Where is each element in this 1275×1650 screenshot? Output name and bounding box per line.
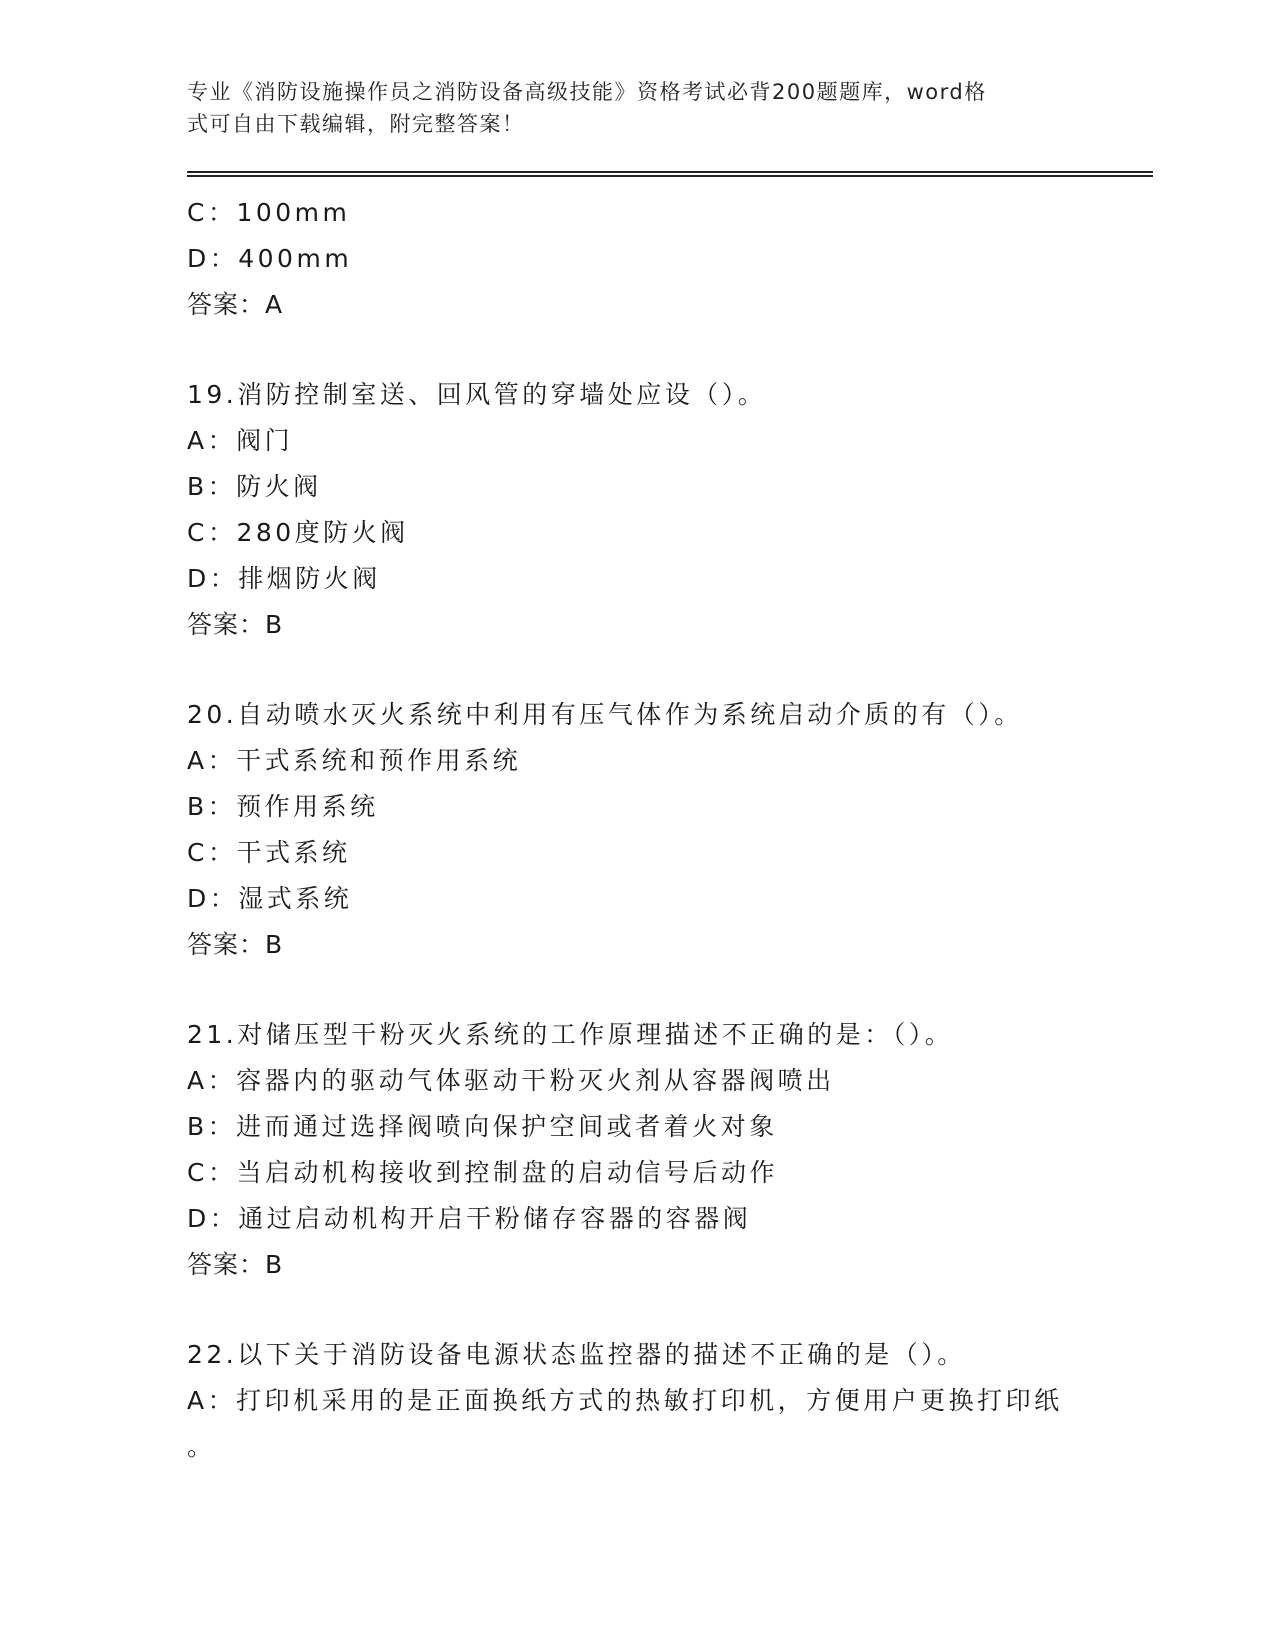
option-a-continuation: 。 bbox=[187, 1432, 216, 1461]
header-title-line-2: 式可自由下载编辑，附完整答案！ bbox=[187, 112, 525, 136]
option-d: D：湿式系统 bbox=[187, 884, 353, 913]
header-title-line-1: 专业《消防设施操作员之消防设备高级技能》资格考试必背200题题库，word格 bbox=[187, 80, 987, 104]
header-divider-bottom bbox=[187, 175, 1153, 177]
question-text: 21.对储压型干粉灭火系统的工作原理描述不正确的是：（）。 bbox=[187, 1020, 954, 1049]
option-a: A：阀门 bbox=[187, 426, 294, 455]
option-a: A：干式系统和预作用系统 bbox=[187, 746, 522, 775]
option-b: B：进而通过选择阀喷向保护空间或者着火对象 bbox=[187, 1112, 778, 1141]
answer: 答案：A bbox=[187, 290, 284, 319]
option-d: D：400mm bbox=[187, 244, 353, 273]
question-20 bbox=[187, 692, 1087, 968]
question-list bbox=[187, 190, 1087, 1470]
option-a: A：打印机采用的是正面换纸方式的热敏打印机，方便用户更换打印纸 bbox=[187, 1386, 1063, 1415]
option-b: B：防火阀 bbox=[187, 472, 322, 501]
option-c: C：当启动机构接收到控制盘的启动信号后动作 bbox=[187, 1158, 778, 1187]
option-b: B：预作用系统 bbox=[187, 792, 379, 821]
question-21 bbox=[187, 1012, 1087, 1288]
answer: 答案：B bbox=[187, 1250, 284, 1279]
question-19 bbox=[187, 372, 1087, 648]
option-a: A：容器内的驱动气体驱动干粉灭火剂从容器阀喷出 bbox=[187, 1066, 835, 1095]
option-d: D：通过启动机构开启干粉储存容器的容器阀 bbox=[187, 1204, 752, 1233]
option-c: C：100mm bbox=[187, 198, 351, 227]
question-text: 19.消防控制室送、回风管的穿墙处应设（）。 bbox=[187, 380, 767, 409]
option-d: D：排烟防火阀 bbox=[187, 564, 381, 593]
question-22 bbox=[187, 1332, 1087, 1470]
answer: 答案：B bbox=[187, 930, 284, 959]
option-c: C：干式系统 bbox=[187, 838, 351, 867]
answer: 答案：B bbox=[187, 610, 284, 639]
page-header bbox=[187, 76, 1067, 140]
option-c: C：280度防火阀 bbox=[187, 518, 409, 547]
question-text: 20.自动喷水灭火系统中利用有压气体作为系统启动介质的有（）。 bbox=[187, 700, 1023, 729]
carryover-question bbox=[187, 190, 1087, 328]
header-divider-top bbox=[187, 171, 1153, 173]
question-text: 22.以下关于消防设备电源状态监控器的描述不正确的是（）。 bbox=[187, 1340, 966, 1369]
